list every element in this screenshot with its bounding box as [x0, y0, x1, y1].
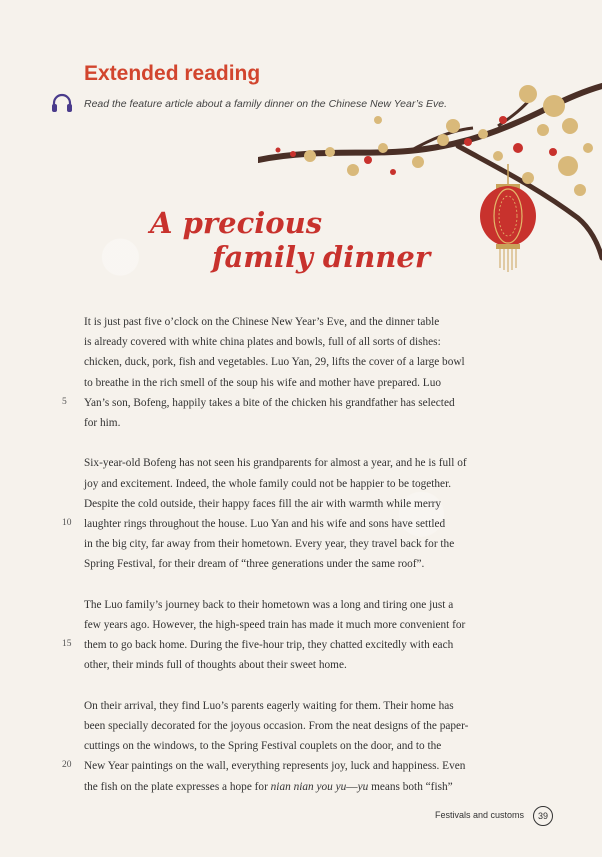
paragraph-1 — [84, 312, 514, 433]
text-line: laughter rings throughout the house. Luo Yan and his wife and sons have settled — [84, 518, 446, 531]
text-line: other, their minds full of thoughts about their sweet home. — [84, 659, 347, 672]
title-line-1: A precious — [150, 206, 323, 240]
reading-instruction: Read the feature article about a family dinner on the Chinese New Year’s Eve. — [84, 98, 448, 110]
text-line: been specially decorated for the joyous occasion. From the neat designs of the paper- — [84, 720, 469, 733]
section-heading: Extended reading — [84, 62, 261, 85]
text-line: few years ago. However, the high-speed train has made it much more convenient for — [84, 619, 466, 632]
text-line: Six-year-old Bofeng has not seen his grandparents for almost a year, and he is full of — [84, 457, 467, 470]
text-line-last — [84, 777, 514, 797]
text-line: to breathe in the rich smell of the soup his wife and mother have prepared. Luo — [84, 376, 441, 389]
text-line: for him. — [84, 417, 121, 430]
paragraph-4 — [84, 696, 514, 797]
article-title — [150, 206, 430, 274]
pinyin-word: yu — [357, 780, 369, 793]
last-line-pre: the fish on the plate expresses a hope for — [84, 780, 271, 793]
text-line: in the big city, far away from their hometown. Every year, they travel back for the — [84, 538, 455, 551]
text-line: It is just past five o’clock on the Chinese New Year’s Eve, and the dinner table — [84, 316, 440, 328]
page-number: 39 — [533, 806, 553, 826]
paragraph-3 — [84, 595, 514, 676]
text-line: Yan’s son, Bofeng, happily takes a bite of the chicken his grandfather has selected — [84, 396, 455, 409]
text-line: Despite the cold outside, their happy faces fill the air with warmth while merry — [84, 497, 441, 510]
line-number: 10 — [62, 518, 72, 528]
text-line: is already covered with white china plates and bowls, full of all sorts of dishes: — [84, 336, 441, 349]
text-line: them to go back home. During the five-hour trip, they chatted excitedly with each — [84, 639, 454, 652]
text-line: chicken, duck, pork, fish and vegetables. Luo Yan, 29, lifts the cover of a large bowl — [84, 356, 465, 369]
text-line: Spring Festival, for their dream of “three generations under the same roof”. — [84, 558, 425, 571]
headphones-icon[interactable] — [50, 92, 74, 114]
footer-section-name: Festivals and customs — [434, 810, 524, 820]
text-line: cuttings on the windows, to the Spring Festival couplets on the door, and to the — [84, 740, 442, 753]
em-dash: — — [346, 780, 358, 793]
paragraph-2 — [84, 453, 514, 574]
article-body — [84, 312, 514, 817]
line-number: 20 — [62, 760, 72, 770]
text-line: joy and excitement. Indeed, the whole family could not be happier to be together. — [84, 477, 452, 490]
title-line-2: family dinner — [212, 240, 431, 274]
pinyin-phrase: nian nian you yu — [270, 780, 347, 793]
text-line: The Luo family’s journey back to their hometown was a long and tiring one just a — [84, 598, 454, 611]
text-line: New Year paintings on the wall, everything represents joy, luck and happiness. Even — [84, 760, 466, 773]
last-line-post: means both “fish” — [368, 780, 453, 793]
text-line: On their arrival, they find Luo’s parents eagerly waiting for them. Their home has — [84, 699, 454, 712]
line-number: 5 — [62, 397, 67, 407]
line-number: 15 — [62, 639, 72, 649]
